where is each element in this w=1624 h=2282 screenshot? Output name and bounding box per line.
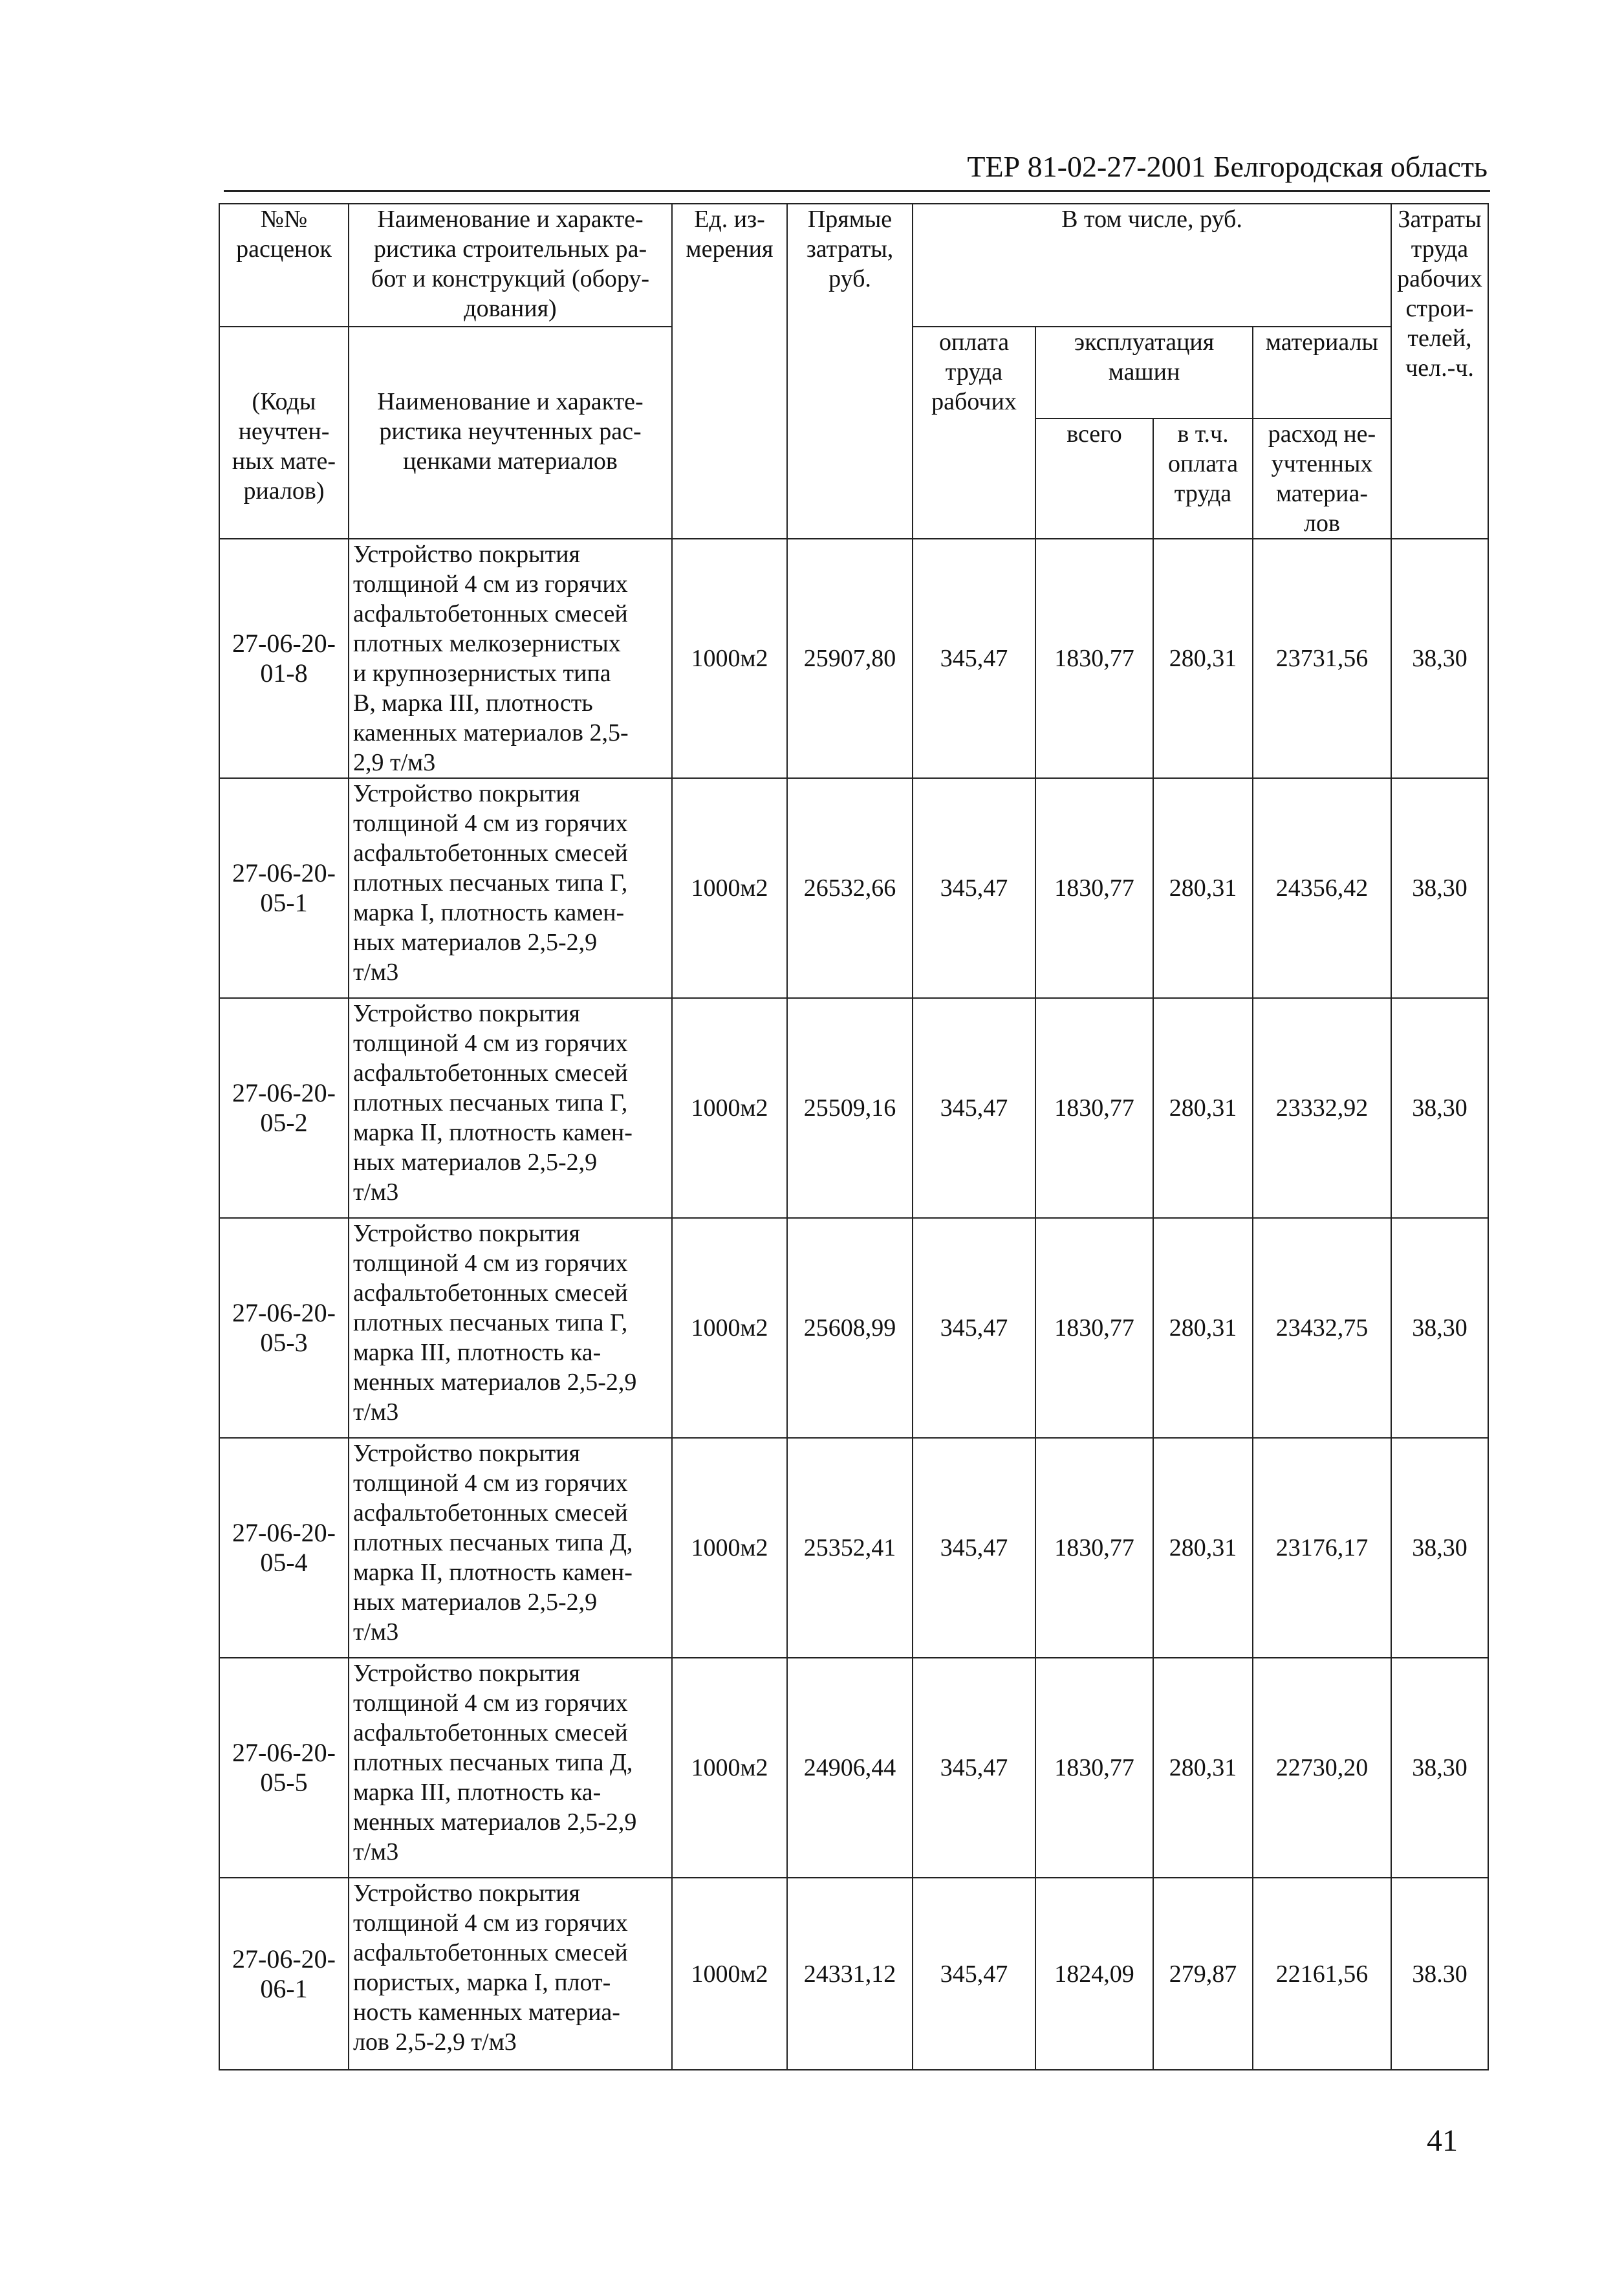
header-title: ТЕР 81-02-27-2001 Белгородская область — [967, 150, 1488, 183]
unit-cell: 1000м2 — [672, 998, 787, 1218]
header-name-sub: Наименование и характе- ристика неучтенных рас- ценками материалов — [349, 327, 672, 539]
table-row — [219, 998, 1488, 1218]
rate-description: Устройство покрытия толщиной 4 см из горячих асфальтобетонных смесей плотных песчаных типа Д, марка II, плотность камен- ных материалов 2,5-2,9 т/м3 — [349, 1438, 672, 1658]
header-code-sub: (Коды неучтен- ных мате- риалов) — [219, 327, 349, 539]
rate-code: 27-06-20- 06-1 — [219, 1878, 349, 2070]
machines-wage-cell: 280,31 — [1153, 1218, 1253, 1438]
materials-cell: 23432,75 — [1253, 1218, 1391, 1438]
direct-costs-cell: 26532,66 — [787, 778, 913, 998]
unit-cell: 1000м2 — [672, 778, 787, 998]
machines-total-cell: 1824,09 — [1035, 1878, 1153, 2070]
machines-wage-cell: 280,31 — [1153, 998, 1253, 1218]
rate-code: 27-06-20- 05-4 — [219, 1438, 349, 1658]
header-materials: материалы — [1253, 327, 1391, 418]
rates-table — [219, 203, 1489, 2070]
rate-code: 27-06-20- 05-1 — [219, 778, 349, 998]
rate-description: Устройство покрытия толщиной 4 см из горячих асфальтобетонных смесей плотных песчаных типа Д, марка III, плотность ка- менных материалов 2,5-2,9 т/м3 — [349, 1658, 672, 1878]
materials-cell: 22161,56 — [1253, 1878, 1391, 2070]
direct-costs-cell: 24331,12 — [787, 1878, 913, 2070]
table-row — [219, 539, 1488, 778]
header-machines-wage: в т.ч. оплата труда — [1153, 418, 1253, 539]
machines-total-cell: 1830,77 — [1035, 1438, 1153, 1658]
header-code: №№ расценок — [219, 204, 349, 327]
wage-cell: 345,47 — [913, 1438, 1035, 1658]
direct-costs-cell: 25352,41 — [787, 1438, 913, 1658]
header-unit: Ед. из- мерения — [672, 204, 787, 539]
unit-cell: 1000м2 — [672, 1658, 787, 1878]
rate-code: 27-06-20- 01-8 — [219, 539, 349, 778]
rate-description: Устройство покрытия толщиной 4 см из горячих асфальтобетонных смесей плотных песчаных типа Г, марка I, плотность камен- ных материалов 2,5-2,9 т/м3 — [349, 778, 672, 998]
table-row — [219, 1438, 1488, 1658]
machines-total-cell: 1830,77 — [1035, 1658, 1153, 1878]
labor-cell: 38,30 — [1391, 1218, 1488, 1438]
unit-cell: 1000м2 — [672, 539, 787, 778]
machines-total-cell: 1830,77 — [1035, 1218, 1153, 1438]
direct-costs-cell: 25509,16 — [787, 998, 913, 1218]
table-header-row — [219, 204, 1488, 327]
direct-costs-cell: 25907,80 — [787, 539, 913, 778]
unit-cell: 1000м2 — [672, 1438, 787, 1658]
wage-cell: 345,47 — [913, 998, 1035, 1218]
unit-cell: 1000м2 — [672, 1218, 787, 1438]
header-direct-costs: Прямые затраты, руб. — [787, 204, 913, 539]
machines-wage-cell: 280,31 — [1153, 1658, 1253, 1878]
materials-cell: 24356,42 — [1253, 778, 1391, 998]
rate-code: 27-06-20- 05-5 — [219, 1658, 349, 1878]
rate-description: Устройство покрытия толщиной 4 см из горячих асфальтобетонных смесей плотных песчаных типа Г, марка III, плотность ка- менных материалов 2,5-2,9 т/м3 — [349, 1218, 672, 1438]
materials-cell: 23176,17 — [1253, 1438, 1391, 1658]
materials-cell: 22730,20 — [1253, 1658, 1391, 1878]
table-row — [219, 1658, 1488, 1878]
labor-cell: 38,30 — [1391, 778, 1488, 998]
rate-description: Устройство покрытия толщиной 4 см из горячих асфальтобетонных смесей пористых, марка I, плот- ность каменных материа- лов 2,5-2,9 т/м3 — [349, 1878, 672, 2070]
header-including: В том числе, руб. — [913, 204, 1391, 327]
labor-cell: 38,30 — [1391, 1438, 1488, 1658]
rate-description: Устройство покрытия толщиной 4 см из горячих асфальтобетонных смесей плотных песчаных типа Г, марка II, плотность камен- ных материалов 2,5-2,9 т/м3 — [349, 998, 672, 1218]
materials-cell: 23332,92 — [1253, 998, 1391, 1218]
machines-wage-cell: 280,31 — [1153, 778, 1253, 998]
machines-wage-cell: 280,31 — [1153, 1438, 1253, 1658]
wage-cell: 345,47 — [913, 1878, 1035, 2070]
materials-cell: 23731,56 — [1253, 539, 1391, 778]
header-machines-total: всего — [1035, 418, 1153, 539]
unit-cell: 1000м2 — [672, 1878, 787, 2070]
rate-description: Устройство покрытия толщиной 4 см из горячих асфальтобетонных смесей плотных мелкозернистых и крупнозернистых типа В, марка III, плотность каменных материалов 2,5- 2,9 т/м3 — [349, 539, 672, 778]
page-number: 41 — [1427, 2124, 1458, 2158]
header-wage: оплата труда рабочих — [913, 327, 1035, 539]
header-name: Наименование и характе- ристика строительных ра- бот и конструкций (обору- дования) — [349, 204, 672, 327]
direct-costs-cell: 24906,44 — [787, 1658, 913, 1878]
direct-costs-cell: 25608,99 — [787, 1218, 913, 1438]
labor-cell: 38,30 — [1391, 539, 1488, 778]
labor-cell: 38,30 — [1391, 1658, 1488, 1878]
machines-wage-cell: 279,87 — [1153, 1878, 1253, 2070]
machines-total-cell: 1830,77 — [1035, 998, 1153, 1218]
header-machines: эксплуатация машин — [1035, 327, 1253, 418]
wage-cell: 345,47 — [913, 1658, 1035, 1878]
wage-cell: 345,47 — [913, 778, 1035, 998]
table-row — [219, 1218, 1488, 1438]
table-row — [219, 1878, 1488, 2070]
wage-cell: 345,47 — [913, 1218, 1035, 1438]
machines-wage-cell: 280,31 — [1153, 539, 1253, 778]
header-materials-sub: расход не- учтенных материа- лов — [1253, 418, 1391, 539]
rate-code: 27-06-20- 05-2 — [219, 998, 349, 1218]
machines-total-cell: 1830,77 — [1035, 539, 1153, 778]
wage-cell: 345,47 — [913, 539, 1035, 778]
labor-cell: 38,30 — [1391, 998, 1488, 1218]
machines-total-cell: 1830,77 — [1035, 778, 1153, 998]
header-labor: Затраты труда рабочих строи- телей, чел.-ч. — [1391, 204, 1488, 539]
labor-cell: 38.30 — [1391, 1878, 1488, 2070]
table-row — [219, 778, 1488, 998]
rate-code: 27-06-20- 05-3 — [219, 1218, 349, 1438]
page-header — [224, 144, 1490, 192]
